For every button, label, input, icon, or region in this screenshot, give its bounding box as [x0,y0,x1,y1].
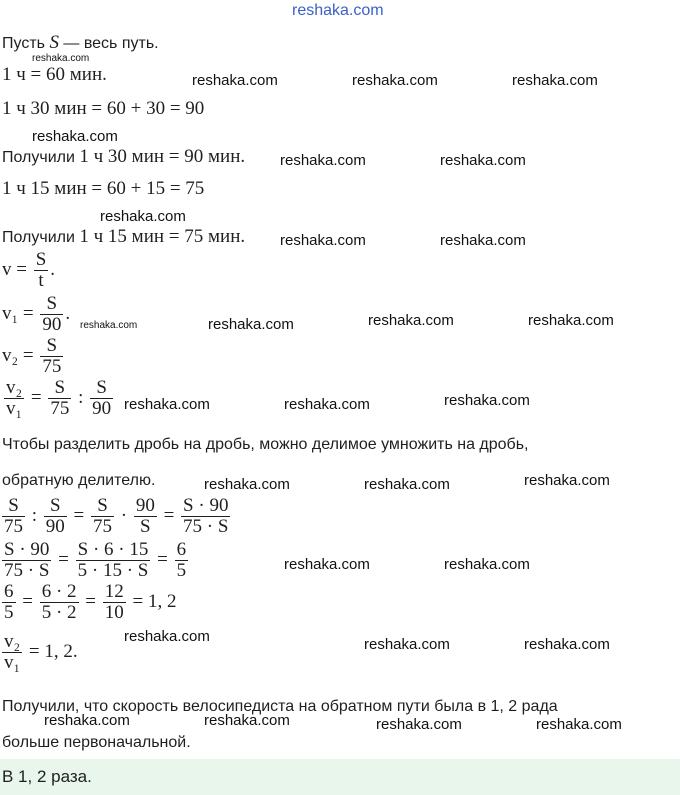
colon: : [31,504,38,526]
calc-3-result: = 1, 2 [132,590,177,612]
watermark: reshaka.com [192,72,278,89]
formula-v [2,250,55,291]
equals: = [58,548,69,570]
fraction: $\frac{S \cdot 6 \cdot 15}{5 \cdot 15 \cdot S}$ [77,539,149,581]
dot: · [120,504,128,526]
site-header[interactable]: reshaka.com [292,2,384,19]
fraction: $\frac{S}{75}$ [4,495,23,537]
line-got-75-math: 1 ч 15 мин = 75 мин. [79,226,246,247]
period: . [65,302,71,324]
line-1-text: Пусть [2,35,50,52]
answer-box [0,759,680,795]
v1-lhs: v₁ = [2,302,34,324]
fraction: $\frac{90}{S}$ [135,495,155,537]
fraction-s-90: $\frac{S}{90}$ [42,293,62,335]
fraction-v2-v1: $\frac{\text{v₂}}{\text{v₁}}$ [6,377,23,419]
line-got-90-math: 1 ч 30 мин = 90 мин. [79,146,246,167]
line-got-75-text: Получили [2,229,80,246]
watermark: reshaka.com [204,712,290,729]
fraction-s-t: $\frac{S}{t}$ [35,249,47,291]
watermark: reshaka.com [280,152,366,169]
line-1-rest: — весь путь. [58,35,159,52]
line-got-90 [2,146,245,168]
line-got-75 [2,226,245,248]
calc-4-result: = 1, 2. [28,640,78,662]
equals: = [22,590,33,612]
formula-v1 [2,294,70,335]
watermark: reshaka.com [44,712,130,729]
fraction: $\frac{S \cdot 90}{75 \cdot S}$ [4,539,50,581]
watermark: reshaka.com [364,476,450,493]
watermark: reshaka.com [124,396,210,413]
v-lhs: v = [2,258,27,280]
calc-1 [0,496,232,537]
calc-2 [0,540,190,581]
watermark: reshaka.com [124,628,210,645]
fraction: $\frac{6 \cdot 2}{5 \cdot 2}$ [41,581,77,623]
watermark: reshaka.com [376,716,462,733]
v2-lhs: v₂ = [2,344,34,366]
watermark: reshaka.com [444,392,530,409]
formula-ratio [2,378,115,419]
fraction: $\frac{S}{75}$ [93,495,112,537]
rule-line-1: Чтобы разделить дробь на дробь, можно делимое умножить на дробь, [2,436,529,453]
fraction-s-75: $\frac{S}{75}$ [50,377,70,419]
calc-3 [0,582,176,623]
rule-line-2: обратную делителю. [2,472,156,489]
conclusion-line-2: больше первоначальной. [2,734,191,751]
watermark: reshaka.com [204,476,290,493]
line-hour: 1 ч = 60 мин. [2,64,107,85]
formula-v2 [2,336,65,377]
fraction: $\frac{S}{90}$ [45,495,65,537]
var-s: S [49,32,59,53]
watermark: reshaka.com [364,636,450,653]
watermark: reshaka.com [32,53,90,64]
fraction-s-90: $\frac{S}{90}$ [92,377,112,419]
equals: = [30,386,42,408]
watermark: reshaka.com [280,232,366,249]
watermark: reshaka.com [536,716,622,733]
equals: = [157,548,168,570]
watermark: reshaka.com [512,72,598,89]
line-1 [2,32,159,54]
fraction: $\frac{S \cdot 90}{75 \cdot S}$ [183,495,229,537]
colon: : [78,386,84,408]
line-75: 1 ч 15 мин = 60 + 15 = 75 [2,178,205,199]
watermark: reshaka.com [440,232,526,249]
watermark: reshaka.com [100,208,186,225]
watermark: reshaka.com [284,396,370,413]
watermark: reshaka.com [524,472,610,489]
watermark: reshaka.com [440,152,526,169]
line-90: 1 ч 30 мин = 60 + 30 = 90 [2,98,205,119]
fraction-v2-v1: $\frac{\text{v₂}}{\text{v₁}}$ [4,631,21,673]
watermark: reshaka.com [528,312,614,329]
answer-text: В 1, 2 раза. [2,767,92,786]
conclusion-line-1: Получили, что скорость велосипедиста на обратном пути была в 1, 2 рада [2,698,558,715]
watermark: reshaka.com [32,128,118,145]
period: . [50,258,56,280]
calc-4 [0,632,78,673]
equals: = [73,504,85,526]
watermark: reshaka.com [444,556,530,573]
watermark: reshaka.com [368,312,454,329]
fraction: $\frac{12}{10}$ [104,581,124,623]
equals: = [85,590,97,612]
equals: = [163,504,175,526]
watermark: reshaka.com [352,72,438,89]
fraction-s-75: $\frac{S}{75}$ [42,335,62,377]
watermark: reshaka.com [80,320,138,331]
watermark: reshaka.com [208,316,294,333]
fraction: $\frac{6}{5}$ [4,581,14,623]
line-got-90-text: Получили [2,149,80,166]
fraction: $\frac{6}{5}$ [176,539,187,581]
watermark: reshaka.com [524,636,610,653]
watermark: reshaka.com [284,556,370,573]
